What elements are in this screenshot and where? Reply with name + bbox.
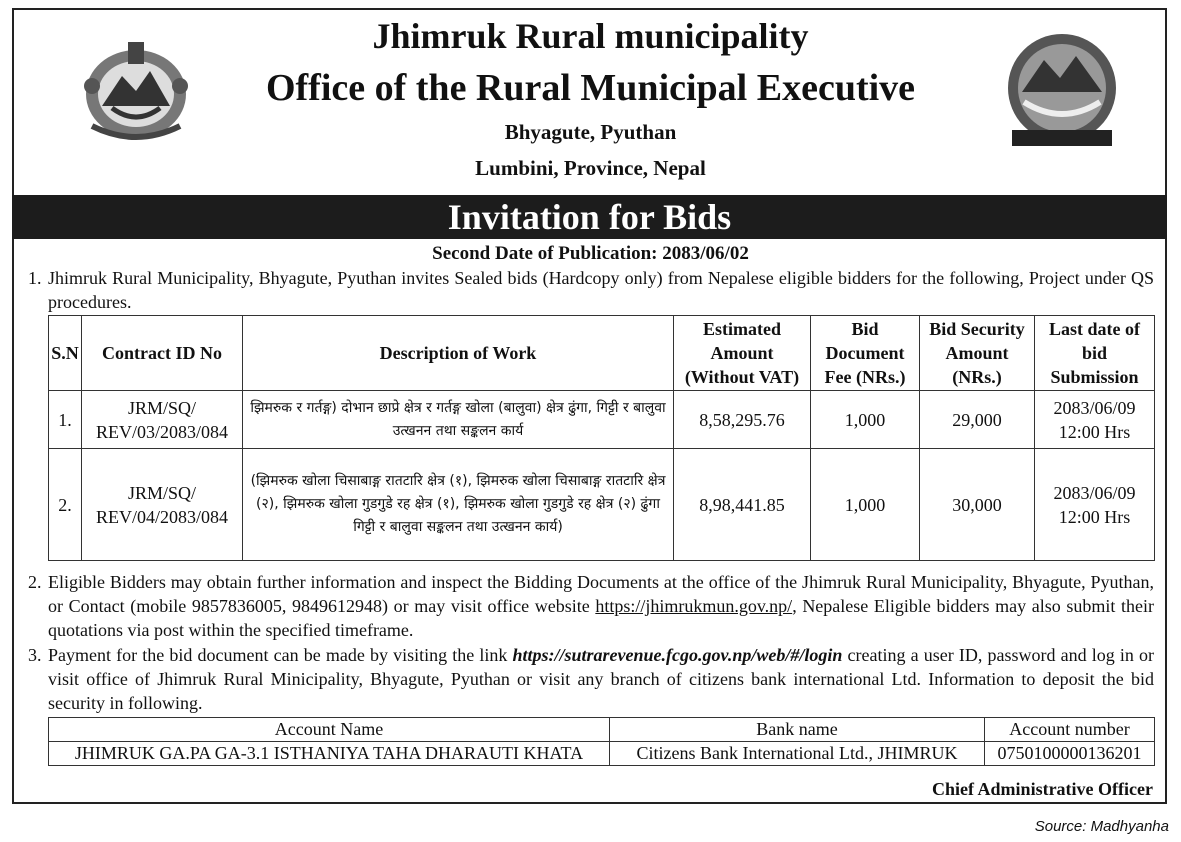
- paragraph-2-number: 2.: [28, 572, 42, 592]
- paragraph-1: [28, 266, 1154, 314]
- paragraph-2-text: Eligible Bidders may obtain further information and inspect the Bidding Documents at the office of the Jhimruk Rural Municipality, Bhyagute, Pyuthan, or Contact (mobile 9857836005, 9849612948) or may visit office website: [48, 572, 1154, 616]
- invitation-banner: Invitation for Bids: [12, 195, 1167, 239]
- table-row: [49, 742, 1155, 766]
- account-number: 0750100000136201: [985, 742, 1155, 766]
- row-contract-id: JRM/SQ/ REV/03/2083/084: [82, 391, 243, 449]
- row-last-date: [1035, 449, 1155, 561]
- publication-date: Second Date of Publication: 2083/06/02: [432, 243, 749, 264]
- row-date: 2083/06/09: [1053, 397, 1136, 418]
- header-account-number: Account number: [985, 718, 1155, 742]
- row-last-date: [1035, 391, 1155, 449]
- table-row: [49, 449, 1155, 561]
- row-security: 30,000: [920, 449, 1035, 561]
- paragraph-1-text: Jhimruk Rural Municipality, Bhyagute, Pyuthan invites Sealed bids (Hardcopy only) from Nepalese eligible bidders for the following, Project under QS procedures.: [48, 268, 1154, 312]
- paragraph-3-number: 3.: [28, 645, 42, 665]
- row-fee: 1,000: [811, 449, 920, 561]
- municipality-name: Jhimruk Rural municipality: [372, 16, 809, 56]
- row-contract-id: JRM/SQ/ REV/04/2083/084: [82, 449, 243, 561]
- office-name: Office of the Rural Municipal Executive: [265, 67, 916, 109]
- source-credit: Source: Madhyanha: [1034, 818, 1169, 835]
- row-estimated: 8,98,441.85: [674, 449, 811, 561]
- row-estimated: 8,58,295.76: [674, 391, 811, 449]
- address-line-2: Lumbini, Province, Nepal: [475, 156, 706, 180]
- account-name: JHIMRUK GA.PA GA-3.1 ISTHANIYA TAHA DHARAUTI KHATA: [49, 742, 610, 766]
- account-table-header: [49, 718, 1155, 742]
- bank-name: Citizens Bank International Ltd., JHIMRUK: [610, 742, 985, 766]
- row-security: 29,000: [920, 391, 1035, 449]
- header-description: Description of Work: [243, 316, 674, 391]
- header-account-name: Account Name: [49, 718, 610, 742]
- row-sn: 1.: [49, 391, 82, 449]
- paragraph-3: [28, 643, 1154, 715]
- row-sn: 2.: [49, 449, 82, 561]
- website-link[interactable]: https://jhimrukmun.gov.np/: [595, 596, 793, 616]
- paragraph-2: [28, 570, 1154, 642]
- header-security: Bid Security Amount (NRs.): [920, 316, 1035, 391]
- row-description: झिमरुक र गर्तङ्ग) दोभान छाप्रे क्षेत्र र गर्तङ्ग खोला (बालुवा) क्षेत्र ढुंगा, गिट्टी र बालुवा उत्खनन तथा सङ्कलन कार्य: [243, 391, 674, 449]
- header-bank-name: Bank name: [610, 718, 985, 742]
- paragraph-3-text: Payment for the bid document can be made by visiting the link: [48, 645, 513, 665]
- row-fee: 1,000: [811, 391, 920, 449]
- header-contract-id: Contract ID No: [82, 316, 243, 391]
- paragraph-1-number: 1.: [28, 268, 42, 288]
- row-description: (झिमरुक खोला चिसाबाङ्ग रातटारि क्षेत्र (१), झिमरुक खोला चिसाबाङ्ग रातटारि क्षेत्र (२), झिमरुक खोला गुडगुडे रह क्षेत्र (१), झिमरुक खोला गुडगुडे रह क्षेत्र (२) ढुंगा गिट्टी र बालुवा सङ्कलन तथा उत्खनन कार्य): [243, 449, 674, 561]
- paragraph-2-text-end: , Nepalese Eligible bidders may also submit their quotations via post within the specified timeframe.: [48, 596, 1154, 640]
- address-line-1: Bhyagute, Pyuthan: [504, 120, 677, 144]
- header-sn: S.N: [49, 316, 82, 391]
- table-row: [49, 391, 1155, 449]
- header-last-date: Last date of bid Submission: [1035, 316, 1155, 391]
- header-estimated: Estimated Amount (Without VAT): [674, 316, 811, 391]
- row-date: 2083/06/09: [1053, 482, 1136, 503]
- header-fee: Bid Document Fee (NRs.): [811, 316, 920, 391]
- bids-table: [48, 315, 1155, 561]
- account-table: [48, 717, 1155, 766]
- payment-link[interactable]: https://sutrarevenue.fcgo.gov.np/web/#/login: [512, 645, 843, 665]
- paragraph-3-text-end: creating a user ID, password and log in or visit office of Jhimruk Rural Minicipality, Bhyagute, Pyuthan or visit any branch of citizens bank international Ltd. Information to deposit the bid security in following.: [48, 645, 1154, 713]
- signature: Chief Administrative Officer: [932, 779, 1153, 799]
- row-time: 12:00 Hrs: [1058, 506, 1131, 527]
- row-time: 12:00 Hrs: [1058, 421, 1131, 442]
- bids-table-header: [49, 316, 1155, 391]
